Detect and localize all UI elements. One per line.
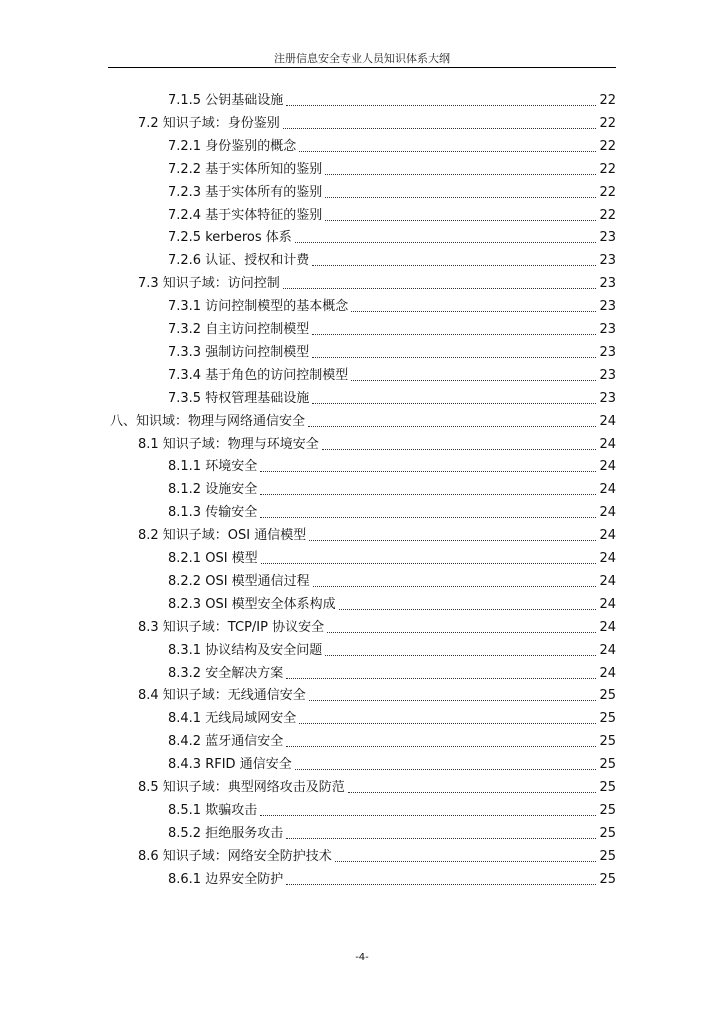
- toc-entry-title: 7.2.2 基于实体所知的鉴别: [168, 161, 323, 177]
- toc-dot-leader: [308, 425, 596, 427]
- toc-entry[interactable]: [168, 705, 616, 727]
- toc-entry-page: 25: [599, 780, 616, 795]
- toc-entry-title: 8.5 知识子域：典型网络攻击及防范: [138, 780, 345, 795]
- toc-entry[interactable]: [168, 202, 616, 224]
- toc-entry[interactable]: [168, 247, 616, 269]
- toc-dot-leader: [322, 448, 596, 450]
- toc-entry[interactable]: [168, 660, 616, 682]
- toc-entry-page: 25: [599, 711, 616, 727]
- toc-dot-leader: [325, 196, 596, 198]
- toc-entry-title: 八、知识域：物理与网络通信安全: [110, 413, 306, 429]
- toc-dot-leader: [339, 608, 596, 610]
- toc-entry-page: 24: [599, 665, 616, 681]
- toc-entry[interactable]: [138, 682, 616, 704]
- toc-entry-title: 7.2.6 认证、授权和计费: [168, 253, 310, 269]
- toc-entry-page: 23: [599, 276, 616, 292]
- toc-entry[interactable]: [168, 339, 616, 361]
- toc-entry[interactable]: [168, 156, 616, 178]
- toc-entry-page: 24: [599, 528, 616, 544]
- toc-entry-title: 7.2.3 基于实体所有的鉴别: [168, 184, 323, 200]
- toc-entry[interactable]: [168, 591, 616, 613]
- toc-dot-leader: [260, 470, 596, 472]
- toc-dot-leader: [283, 127, 596, 129]
- toc-entry[interactable]: [138, 270, 616, 292]
- toc-entry-title: 7.3.1 访问控制模型的基本概念: [168, 299, 349, 315]
- toc-entry[interactable]: [168, 728, 616, 750]
- toc-entry[interactable]: [168, 179, 616, 201]
- toc-entry-title: 8.2.3 OSI 模型安全体系构成: [168, 596, 336, 612]
- toc-entry-page: 22: [599, 184, 616, 200]
- toc-entry-title: 7.2.1 身份鉴别的概念: [168, 138, 297, 154]
- toc-dot-leader: [335, 860, 596, 862]
- toc-entry-title: 8.5.2 拒绝服务攻击: [168, 825, 284, 841]
- toc-entry-page: 24: [599, 413, 616, 429]
- toc-entry-page: 22: [599, 115, 616, 131]
- toc-entry-title: 8.6 知识子域：网络安全防护技术: [138, 848, 332, 864]
- toc-entry-title: 8.3.2 安全解决方案: [168, 665, 284, 681]
- toc-entry-page: 24: [599, 619, 616, 635]
- toc-dot-leader: [325, 654, 596, 656]
- toc-dot-leader: [313, 585, 596, 587]
- toc-dot-leader: [312, 333, 596, 335]
- toc-entry[interactable]: [168, 545, 616, 567]
- toc-entry-title: 8.6.1 边界安全防护: [168, 871, 284, 887]
- toc-entry-page: 24: [599, 482, 616, 498]
- toc-dot-leader: [325, 173, 596, 175]
- toc-dot-leader: [309, 699, 596, 701]
- toc-entry[interactable]: [138, 110, 616, 132]
- toc-dot-leader: [295, 768, 596, 770]
- toc-dot-leader: [286, 104, 596, 106]
- toc-entry[interactable]: [168, 362, 616, 384]
- toc-entry-title: 8.1.3 传输安全: [168, 505, 258, 521]
- toc-dot-leader: [299, 722, 596, 724]
- toc-entry-page: 25: [599, 757, 616, 773]
- toc-entry[interactable]: [168, 133, 616, 155]
- toc-entry[interactable]: [168, 224, 616, 246]
- toc-entry-page: 25: [599, 802, 616, 818]
- page-header-title: 注册信息安全专业人员知识体系大纲: [274, 52, 450, 65]
- toc-dot-leader: [312, 356, 596, 358]
- toc-entry[interactable]: [168, 797, 616, 819]
- toc-entry-title: 7.1.5 公钥基础设施: [168, 93, 284, 108]
- toc-entry-title: 8.3 知识子域：TCP/IP 协议安全: [138, 619, 325, 635]
- toc-entry-page: 23: [599, 230, 616, 246]
- toc-dot-leader: [327, 631, 596, 633]
- toc-entry[interactable]: [168, 820, 616, 842]
- toc-entry-page: 24: [599, 436, 616, 452]
- toc-entry-title: 7.3 知识子域：访问控制: [138, 276, 280, 292]
- toc-entry[interactable]: [168, 568, 616, 590]
- toc-entry-title: 7.3.4 基于角色的访问控制模型: [168, 367, 349, 383]
- toc-dot-leader: [260, 814, 596, 816]
- toc-entry-title: 7.2.4 基于实体特征的鉴别: [168, 207, 323, 223]
- toc-entry[interactable]: [168, 476, 616, 498]
- toc-entry-page: 23: [599, 390, 616, 406]
- toc-entry-page: 23: [599, 299, 616, 315]
- toc-dot-leader: [283, 287, 596, 289]
- toc-entry[interactable]: [110, 408, 616, 430]
- page-number: -4-: [355, 952, 369, 963]
- toc-entry[interactable]: [138, 431, 616, 453]
- toc-entry-title: 7.2.5 kerberos 体系: [168, 230, 292, 246]
- toc-dot-leader: [261, 562, 596, 564]
- toc-dot-leader: [286, 677, 596, 679]
- toc-dot-leader: [286, 837, 596, 839]
- toc-dot-leader: [286, 883, 596, 885]
- toc-dot-leader: [351, 379, 596, 381]
- toc-dot-leader: [312, 402, 596, 404]
- toc-entry-page: 25: [599, 848, 616, 864]
- toc-entry-title: 8.4.3 RFID 通信安全: [168, 757, 292, 773]
- toc-entry-page: 22: [599, 93, 616, 108]
- toc-entry[interactable]: [168, 316, 616, 338]
- toc-entry[interactable]: [168, 385, 616, 407]
- toc-dot-leader: [348, 791, 596, 793]
- toc-entry[interactable]: [168, 866, 616, 888]
- toc-entry-page: 24: [599, 459, 616, 475]
- toc-entry-title: 8.3.1 协议结构及安全问题: [168, 642, 323, 658]
- toc-entry[interactable]: [168, 637, 616, 659]
- toc-entry-page: 22: [599, 138, 616, 154]
- toc-entry-title: 8.1.2 设施安全: [168, 482, 258, 498]
- toc-entry-title: 8.4 知识子域：无线通信安全: [138, 688, 306, 704]
- toc-dot-leader: [309, 539, 596, 541]
- toc-entry[interactable]: [138, 774, 616, 796]
- toc-entry-title: 8.4.2 蓝牙通信安全: [168, 734, 284, 750]
- toc-entry-page: 23: [599, 253, 616, 269]
- toc-entry-page: 23: [599, 367, 616, 383]
- toc-entry-page: 24: [599, 573, 616, 589]
- toc-entry-page: 25: [599, 734, 616, 750]
- toc-entry-title: 7.2 知识子域：身份鉴别: [138, 115, 280, 131]
- toc-entry-page: 23: [599, 344, 616, 360]
- toc-dot-leader: [295, 241, 596, 243]
- toc-dot-leader: [325, 219, 596, 221]
- toc-entry-title: 8.5.1 欺骗攻击: [168, 802, 258, 818]
- toc-entry-page: 23: [599, 322, 616, 337]
- toc-entry-page: 24: [599, 642, 616, 658]
- toc-entry[interactable]: [168, 293, 616, 315]
- toc-dot-leader: [286, 745, 596, 747]
- toc-entry-page: 24: [599, 551, 616, 566]
- toc-entry[interactable]: [168, 751, 616, 773]
- toc-dot-leader: [312, 264, 596, 266]
- toc-entry-title: 8.4.1 无线局域网安全: [168, 711, 297, 727]
- toc-entry[interactable]: [168, 87, 616, 109]
- toc-entry[interactable]: [138, 843, 616, 865]
- toc-entry-title: 8.2.2 OSI 模型通信过程: [168, 573, 310, 589]
- toc-entry-title: 7.3.2 自主访问控制模型: [168, 322, 310, 337]
- toc-entry-title: 8.2 知识子域：OSI 通信模型: [138, 528, 307, 544]
- toc-dot-leader: [260, 516, 596, 518]
- toc-entry[interactable]: [138, 614, 616, 636]
- toc-entry-page: 22: [599, 161, 616, 177]
- toc-entry-page: 22: [599, 207, 616, 223]
- toc-entry-page: 24: [599, 596, 616, 612]
- toc-dot-leader: [260, 493, 596, 495]
- header-rule: [108, 67, 616, 68]
- toc-entry[interactable]: [168, 453, 616, 475]
- toc-entry-page: 24: [599, 505, 616, 521]
- toc-entry-title: 7.3.5 特权管理基础设施: [168, 390, 310, 406]
- toc-entry-page: 25: [599, 871, 616, 887]
- toc-entry-page: 25: [599, 688, 616, 704]
- toc-entry-page: 25: [599, 825, 616, 841]
- toc-entry[interactable]: [168, 499, 616, 521]
- toc-entry-title: 8.1 知识子域：物理与环境安全: [138, 436, 319, 452]
- toc-entry-title: 8.2.1 OSI 模型: [168, 551, 258, 566]
- toc-dot-leader: [299, 150, 596, 152]
- toc-entry-title: 7.3.3 强制访问控制模型: [168, 344, 310, 360]
- toc-dot-leader: [351, 310, 596, 312]
- toc-entry[interactable]: [138, 522, 616, 544]
- toc-entry-title: 8.1.1 环境安全: [168, 459, 258, 475]
